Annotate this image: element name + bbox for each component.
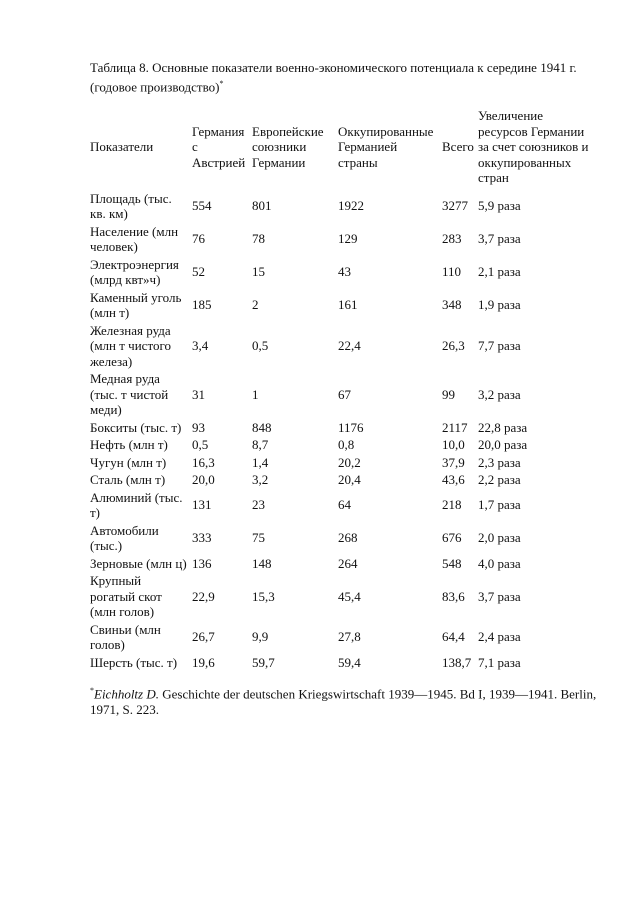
table-cell: 10,0 [442, 437, 465, 452]
table-cell: 52 [192, 264, 205, 280]
table-cell: 348 [442, 297, 462, 313]
table-cell: 59,7 [252, 654, 275, 670]
row-label-cell: Электроэнергия (млрд квт»ч) [90, 256, 179, 287]
table-cell: 22,8 раза [478, 419, 528, 435]
row-label-cell: Крупный рогатый скот (млн голов) [90, 573, 162, 619]
table-cell: 99 [442, 386, 455, 402]
table-cell: 31 [192, 386, 205, 402]
table-cell: 7,7 раза [478, 338, 521, 353]
column-header: Европейские союзники Германии [252, 123, 324, 170]
caption-footnote-marker: * [219, 79, 224, 88]
table-cell: 75 [252, 530, 265, 546]
table-cell: 3,2 [252, 472, 269, 487]
table-row [88, 621, 596, 654]
table-cell: 333 [192, 530, 212, 546]
table-cell: 3,4 [192, 338, 209, 353]
table-cell: 1,9 раза [478, 297, 521, 313]
table-cell: 43 [338, 264, 351, 280]
table-cell: 7,1 раза [478, 654, 521, 670]
table-cell: 2,1 раза [478, 264, 521, 280]
table-cell: 20,0 раза [478, 437, 528, 452]
table-cell: 26,7 [192, 629, 215, 645]
table-row [88, 471, 596, 489]
data-table [88, 108, 596, 671]
row-label-cell: Чугун (млн т) [90, 454, 167, 470]
table-cell: 37,9 [442, 454, 465, 470]
table-cell: 83,6 [442, 588, 465, 604]
table-row [88, 223, 596, 256]
row-label-cell: Сталь (млн т) [90, 472, 166, 487]
table-cell: 20,0 [192, 472, 215, 487]
table-cell: 22,9 [192, 588, 215, 604]
table-cell: 3,2 раза [478, 386, 521, 402]
footnote-marker: * [90, 686, 94, 695]
table-cell: 23 [252, 497, 265, 513]
table-row [88, 190, 596, 223]
table-row [88, 289, 596, 322]
table-row [88, 256, 596, 289]
table-cell: 2117 [442, 419, 468, 435]
table-cell: 0,5 [252, 338, 269, 353]
table-cell: 131 [192, 497, 212, 513]
table-cell: 45,4 [338, 588, 361, 604]
table-cell: 676 [442, 530, 462, 546]
table-cell: 138,7 [442, 654, 472, 670]
table-cell: 2,4 раза [478, 629, 521, 645]
table-row [88, 322, 596, 371]
table-cell: 0,8 [338, 437, 355, 452]
table-cell: 8,7 [252, 437, 269, 452]
table-row [88, 370, 596, 419]
table-row [88, 419, 596, 437]
table-cell: 1922 [338, 198, 364, 214]
table-cell: 1,7 раза [478, 497, 521, 513]
table-cell: 59,4 [338, 654, 361, 670]
table-cell: 548 [442, 555, 462, 571]
table-cell: 218 [442, 497, 462, 513]
row-label-cell: Алюминий (тыс. т) [90, 489, 183, 520]
table-cell: 20,2 [338, 454, 361, 470]
table-cell: 78 [252, 231, 265, 247]
table-cell: 2 [252, 297, 259, 313]
table-row [88, 572, 596, 621]
table-cell: 5,9 раза [478, 198, 521, 214]
row-label-cell: Каменный уголь (млн т) [90, 289, 182, 320]
table-row [88, 654, 596, 672]
table-cell: 15 [252, 264, 265, 280]
table-cell: 283 [442, 231, 462, 247]
footnote-text: Geschichte der deutschen Kriegswirtschaft 1939—1945. Bd I, 1939—1941. Berlin, 1971, S. 223. [90, 686, 597, 718]
row-label-cell: Автомобили (тыс.) [90, 522, 159, 553]
column-header: Показатели [90, 139, 154, 154]
row-label-cell: Шерсть (тыс. т) [90, 654, 178, 670]
table-row [88, 555, 596, 573]
table-cell: 136 [192, 555, 212, 571]
footnote-author: Eichholtz D. [94, 686, 159, 702]
table-cell: 43,6 [442, 472, 465, 487]
table-cell: 185 [192, 297, 212, 313]
table-cell: 19,6 [192, 654, 215, 670]
table-row [88, 489, 596, 522]
column-header: Оккупированные Германией страны [338, 123, 434, 170]
row-label-cell: Зерновые (млн ц) [90, 555, 187, 571]
table-cell: 9,9 [252, 629, 269, 645]
table-row [88, 522, 596, 555]
row-label-cell: Население (млн человек) [90, 223, 179, 254]
column-header: Германия с Австрией [192, 123, 246, 170]
table-cell: 848 [252, 419, 272, 435]
table-cell: 64,4 [442, 629, 465, 645]
table-row [88, 436, 596, 454]
table-cell: 4,0 раза [478, 555, 521, 571]
table-cell: 0,5 [192, 437, 209, 452]
table-caption [90, 60, 610, 95]
table-cell: 1176 [338, 419, 364, 435]
row-label-cell: Нефть (млн т) [90, 437, 168, 452]
table-cell: 2,3 раза [478, 454, 521, 470]
table-cell: 129 [338, 231, 358, 247]
table-cell: 64 [338, 497, 351, 513]
table-cell: 148 [252, 555, 272, 571]
table-cell: 110 [442, 264, 462, 280]
row-label-cell: Площадь (тыс. кв. км) [90, 190, 172, 221]
column-header: Увеличение ресурсов Германии за счет союзников и оккупированных стран [478, 108, 589, 185]
table-body [88, 190, 596, 672]
row-label-cell: Медная руда (тыс. т чистой меди) [90, 371, 169, 417]
footnote [90, 683, 610, 718]
table-cell: 16,3 [192, 454, 215, 470]
row-label-cell: Бокситы (тыс. т) [90, 419, 182, 435]
table-cell: 76 [192, 231, 205, 247]
table-cell: 2,0 раза [478, 530, 521, 546]
table-cell: 3,7 раза [478, 231, 521, 247]
table-cell: 268 [338, 530, 358, 546]
table-cell: 26,3 [442, 338, 465, 353]
table-row [88, 454, 596, 472]
table-cell: 15,3 [252, 588, 275, 604]
table-cell: 2,2 раза [478, 472, 521, 487]
header-row [88, 108, 596, 190]
table-cell: 161 [338, 297, 358, 313]
row-label-cell: Железная руда (млн т чистого железа) [90, 322, 171, 369]
table-cell: 20,4 [338, 472, 361, 487]
table-cell: 3,7 раза [478, 588, 521, 604]
table-cell: 801 [252, 198, 272, 214]
table-cell: 22,4 [338, 338, 361, 353]
table-cell: 27,8 [338, 629, 361, 645]
table-cell: 1,4 [252, 454, 269, 470]
table-cell: 3277 [442, 198, 468, 214]
table-cell: 264 [338, 555, 358, 571]
column-header: Всего [442, 139, 474, 154]
table-cell: 67 [338, 386, 351, 402]
table-cell: 1 [252, 386, 259, 402]
row-label-cell: Свиньи (млн голов) [90, 621, 161, 652]
caption-text: Таблица 8. Основные показатели военно-экономического потенциала к середине 1941 г. (годовое производство) [90, 60, 577, 95]
table-cell: 554 [192, 198, 212, 214]
table-cell: 93 [192, 419, 205, 435]
